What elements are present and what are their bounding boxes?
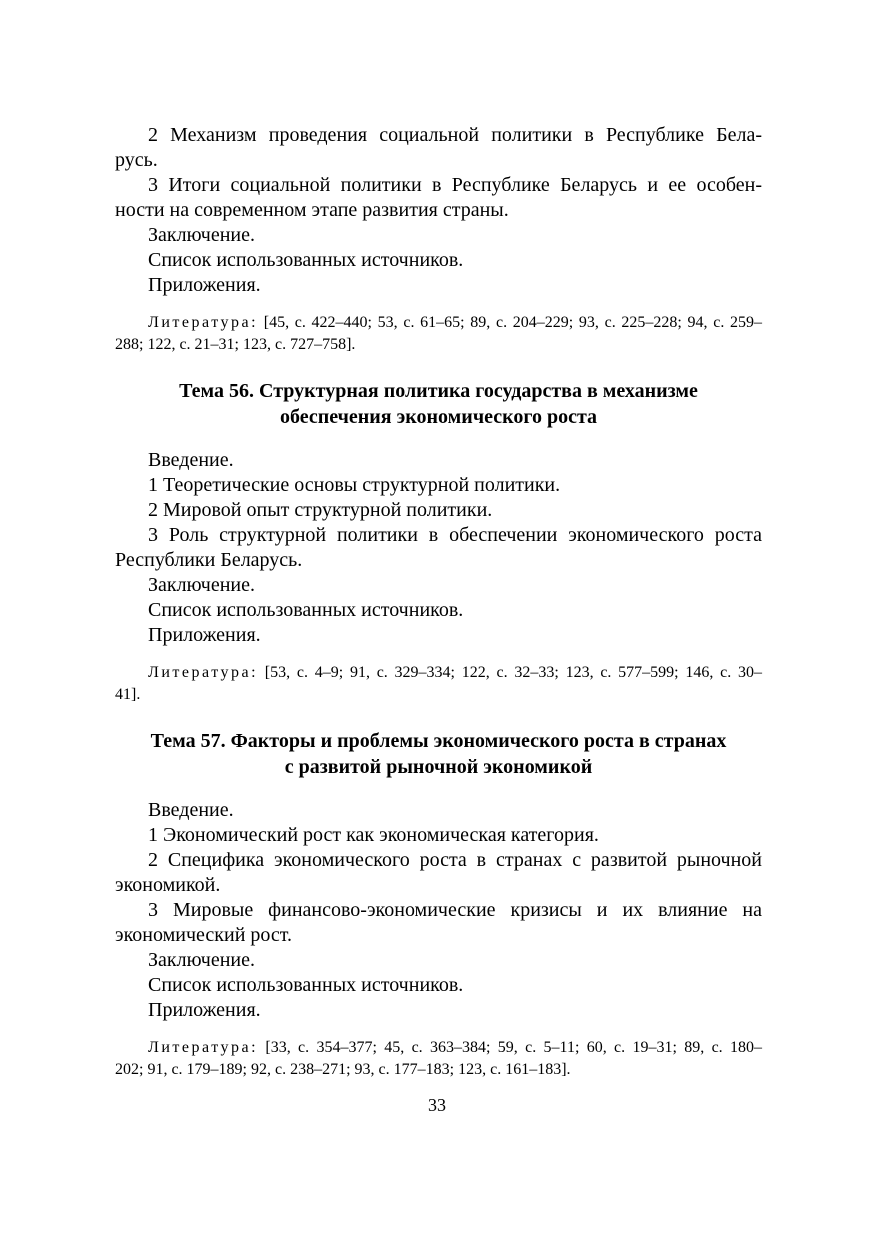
heading-line: обеспечения экономического роста [279, 406, 598, 428]
text-line: ности на современном этапе развития страны. [115, 199, 509, 221]
text-line: 3 Мировые финансово-экономические кризисы и их влияние на [148, 899, 762, 921]
paragraph [115, 173, 762, 223]
topic-heading [115, 728, 762, 780]
paragraph [115, 848, 762, 898]
text-line: Список использованных источников. [148, 249, 464, 271]
paragraph [115, 123, 762, 173]
text-line: Заключение. [148, 949, 255, 971]
literature-refs: [33, с. 354–377; 45, с. 363–384; 59, с. 5–11; 60, с. 19–31; 89, с. 180– [265, 1039, 763, 1056]
paragraph [115, 273, 762, 298]
text-line: 288; 122, с. 21–31; 123, с. 727–758]. [115, 336, 356, 353]
heading-line: Тема 57. Факторы и проблемы экономического роста в странах [150, 730, 727, 752]
paragraph [115, 998, 762, 1023]
paragraph [115, 223, 762, 248]
text-line: Приложения. [148, 999, 261, 1021]
text-line: Приложения. [148, 624, 261, 646]
paragraph [115, 823, 762, 848]
text-line: Список использованных источников. [148, 974, 464, 996]
text-line: 1 Теоретические основы структурной политики. [148, 474, 561, 496]
text-line: русь. [115, 149, 158, 171]
text-line: экономический рост. [115, 924, 293, 946]
literature-note [115, 1037, 762, 1081]
paragraph [115, 248, 762, 273]
text-line: 3 Итоги социальной политики в Республике Беларусь и ее особен- [148, 174, 762, 196]
paragraph [115, 623, 762, 648]
heading-line: с развитой рыночной экономикой [284, 756, 593, 778]
text-line: Заключение. [148, 574, 255, 596]
literature-refs: [53, с. 4–9; 91, с. 329–334; 122, с. 32–33; 123, с. 577–599; 146, с. 30– [264, 664, 763, 681]
paragraph [115, 498, 762, 523]
page-number: 33 [428, 1095, 446, 1115]
paragraph [115, 798, 762, 823]
text-line: 202; 91, с. 179–189; 92, с. 238–271; 93, с. 177–183; 123, с. 161–183]. [115, 1061, 571, 1078]
heading-line: Тема 56. Структурная политика государства в механизме [179, 380, 698, 402]
literature-note [115, 662, 762, 706]
text-line: Введение. [148, 799, 234, 821]
text-line [115, 662, 762, 684]
text-line: 2 Мировой опыт структурной политики. [148, 499, 493, 521]
text-line: 2 Специфика экономического роста в странах с развитой рыночной [148, 849, 762, 871]
text-line: экономикой. [115, 874, 221, 896]
text-line: 3 Роль структурной политики в обеспечении экономического роста [148, 524, 762, 546]
paragraph [115, 898, 762, 948]
page-content [115, 123, 762, 1081]
text-line: Республики Беларусь. [115, 549, 303, 571]
text-line: 2 Механизм проведения социальной политики в Республике Бела- [148, 124, 762, 146]
topic-heading [115, 378, 762, 430]
paragraph [115, 948, 762, 973]
literature-refs: [45, с. 422–440; 53, с. 61–65; 89, с. 204–229; 93, с. 225–228; 94, с. 259– [263, 314, 763, 331]
text-line: Заключение. [148, 224, 255, 246]
paragraph [115, 573, 762, 598]
text-line: 1 Экономический рост как экономическая категория. [148, 824, 599, 846]
literature-note [115, 312, 762, 356]
text-line: Приложения. [148, 274, 261, 296]
literature-label: Литература: [148, 314, 259, 331]
text-line: 41]. [115, 686, 141, 703]
text-line [115, 312, 762, 334]
paragraph [115, 448, 762, 473]
literature-label: Литература: [148, 1039, 259, 1056]
text-line [115, 1037, 762, 1059]
paragraph [115, 523, 762, 573]
paragraph [115, 973, 762, 998]
text-line: Введение. [148, 449, 234, 471]
paragraph [115, 473, 762, 498]
paragraph [115, 598, 762, 623]
text-line: Список использованных источников. [148, 599, 464, 621]
literature-label: Литература: [148, 664, 259, 681]
